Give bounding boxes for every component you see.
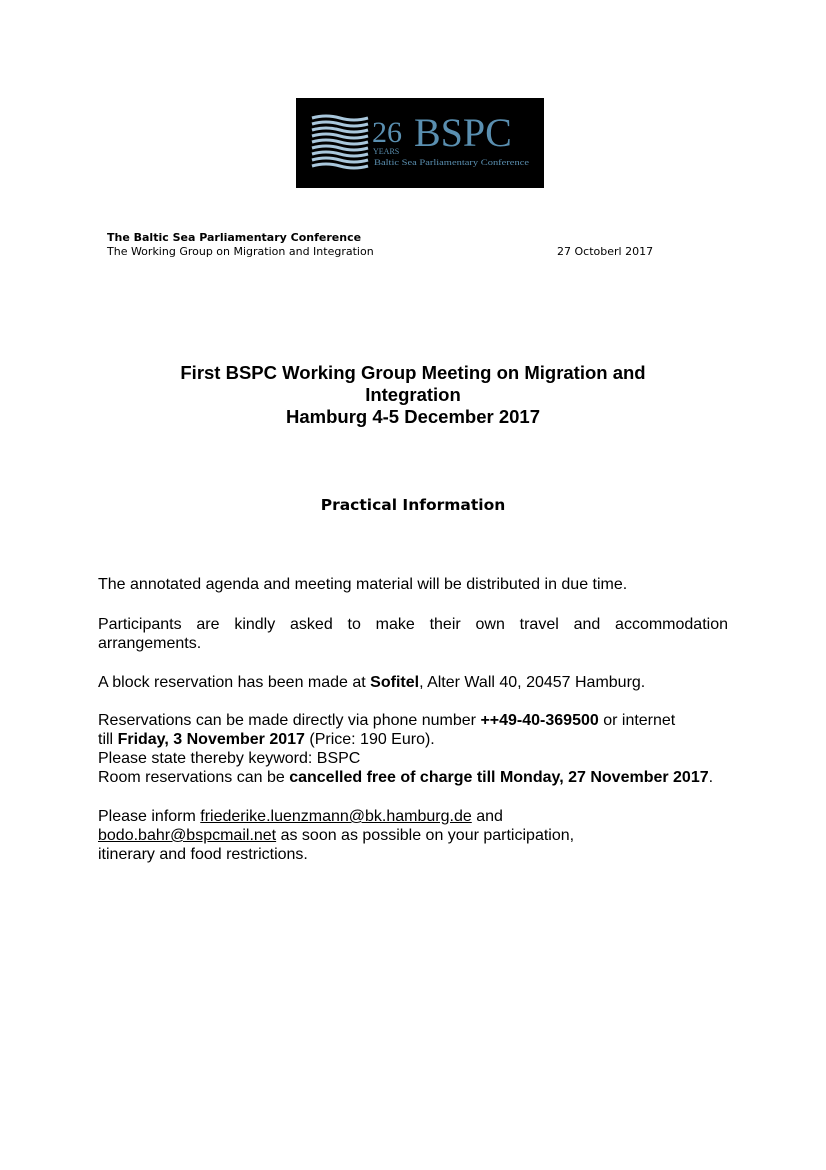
bspc-logo xyxy=(296,98,544,188)
logo-acronym: BSPC xyxy=(414,110,512,155)
inform-line2-suffix: as soon as possible on your participation, xyxy=(276,827,575,844)
reservations-line2-suffix: (Price: 190 Euro). xyxy=(304,731,435,748)
reservations-line-1 xyxy=(98,711,728,730)
reservations-line1-suffix: or internet xyxy=(598,712,676,729)
reservations-paragraph xyxy=(98,711,728,787)
bspc-logo-graphic xyxy=(296,98,544,188)
reservations-line-2 xyxy=(98,730,728,749)
hotel-name: Sofitel xyxy=(370,674,420,691)
block-suffix: , Alter Wall 40, 20457 Hamburg. xyxy=(419,674,646,691)
agenda-paragraph: The annotated agenda and meeting material will be distributed in due time. xyxy=(98,576,628,593)
inform-line-2 xyxy=(98,826,728,845)
document-date: 27 Octoberl 2017 xyxy=(557,245,654,258)
title-line-2: Integration xyxy=(365,384,461,405)
working-group-name: The Working Group on Migration and Integration xyxy=(107,245,374,258)
logo-years-word: YEARS xyxy=(373,147,400,156)
block-prefix: A block reservation has been made at xyxy=(98,674,371,691)
cancellation-line xyxy=(98,768,728,787)
block-reservation-paragraph xyxy=(98,673,728,692)
logo-subtitle: Baltic Sea Parliamentary Conference xyxy=(374,158,530,167)
keyword-line: Please state thereby keyword: BSPC xyxy=(98,750,361,767)
cancellation-suffix: . xyxy=(708,769,714,786)
inform-paragraph xyxy=(98,807,728,864)
section-heading: Practical Information xyxy=(320,496,506,514)
reservations-line1-prefix: Reservations can be made directly via phone number xyxy=(98,712,481,729)
title-line-1: First BSPC Working Group Meeting on Migration and xyxy=(180,362,646,383)
wave-lines-icon xyxy=(312,116,368,168)
meeting-title xyxy=(100,362,726,428)
reservation-deadline: Friday, 3 November 2017 xyxy=(117,731,305,748)
inform-prefix: Please inform xyxy=(98,808,201,825)
inform-line-1 xyxy=(98,807,728,826)
inform-line-3: itinerary and food restrictions. xyxy=(98,846,308,863)
email-link-bahr[interactable]: bodo.bahr@bspcmail.net xyxy=(98,827,277,844)
cancellation-terms: cancelled free of charge till Monday, 27 November 2017 xyxy=(289,769,709,786)
email-link-luenzmann[interactable]: friederike.luenzmann@bk.hamburg.de xyxy=(200,808,472,825)
org-name: The Baltic Sea Parliamentary Conference xyxy=(107,231,362,244)
travel-paragraph: Participants are kindly asked to make their own travel and accommodation arrangements. xyxy=(98,616,728,652)
phone-number: ++49-40-369500 xyxy=(480,712,599,729)
logo-years-number: 26 xyxy=(372,116,402,149)
cancellation-prefix: Room reservations can be xyxy=(98,769,290,786)
title-line-3: Hamburg 4-5 December 2017 xyxy=(286,406,540,427)
inform-mid: and xyxy=(471,808,503,825)
reservations-line2-prefix: till xyxy=(98,731,118,748)
